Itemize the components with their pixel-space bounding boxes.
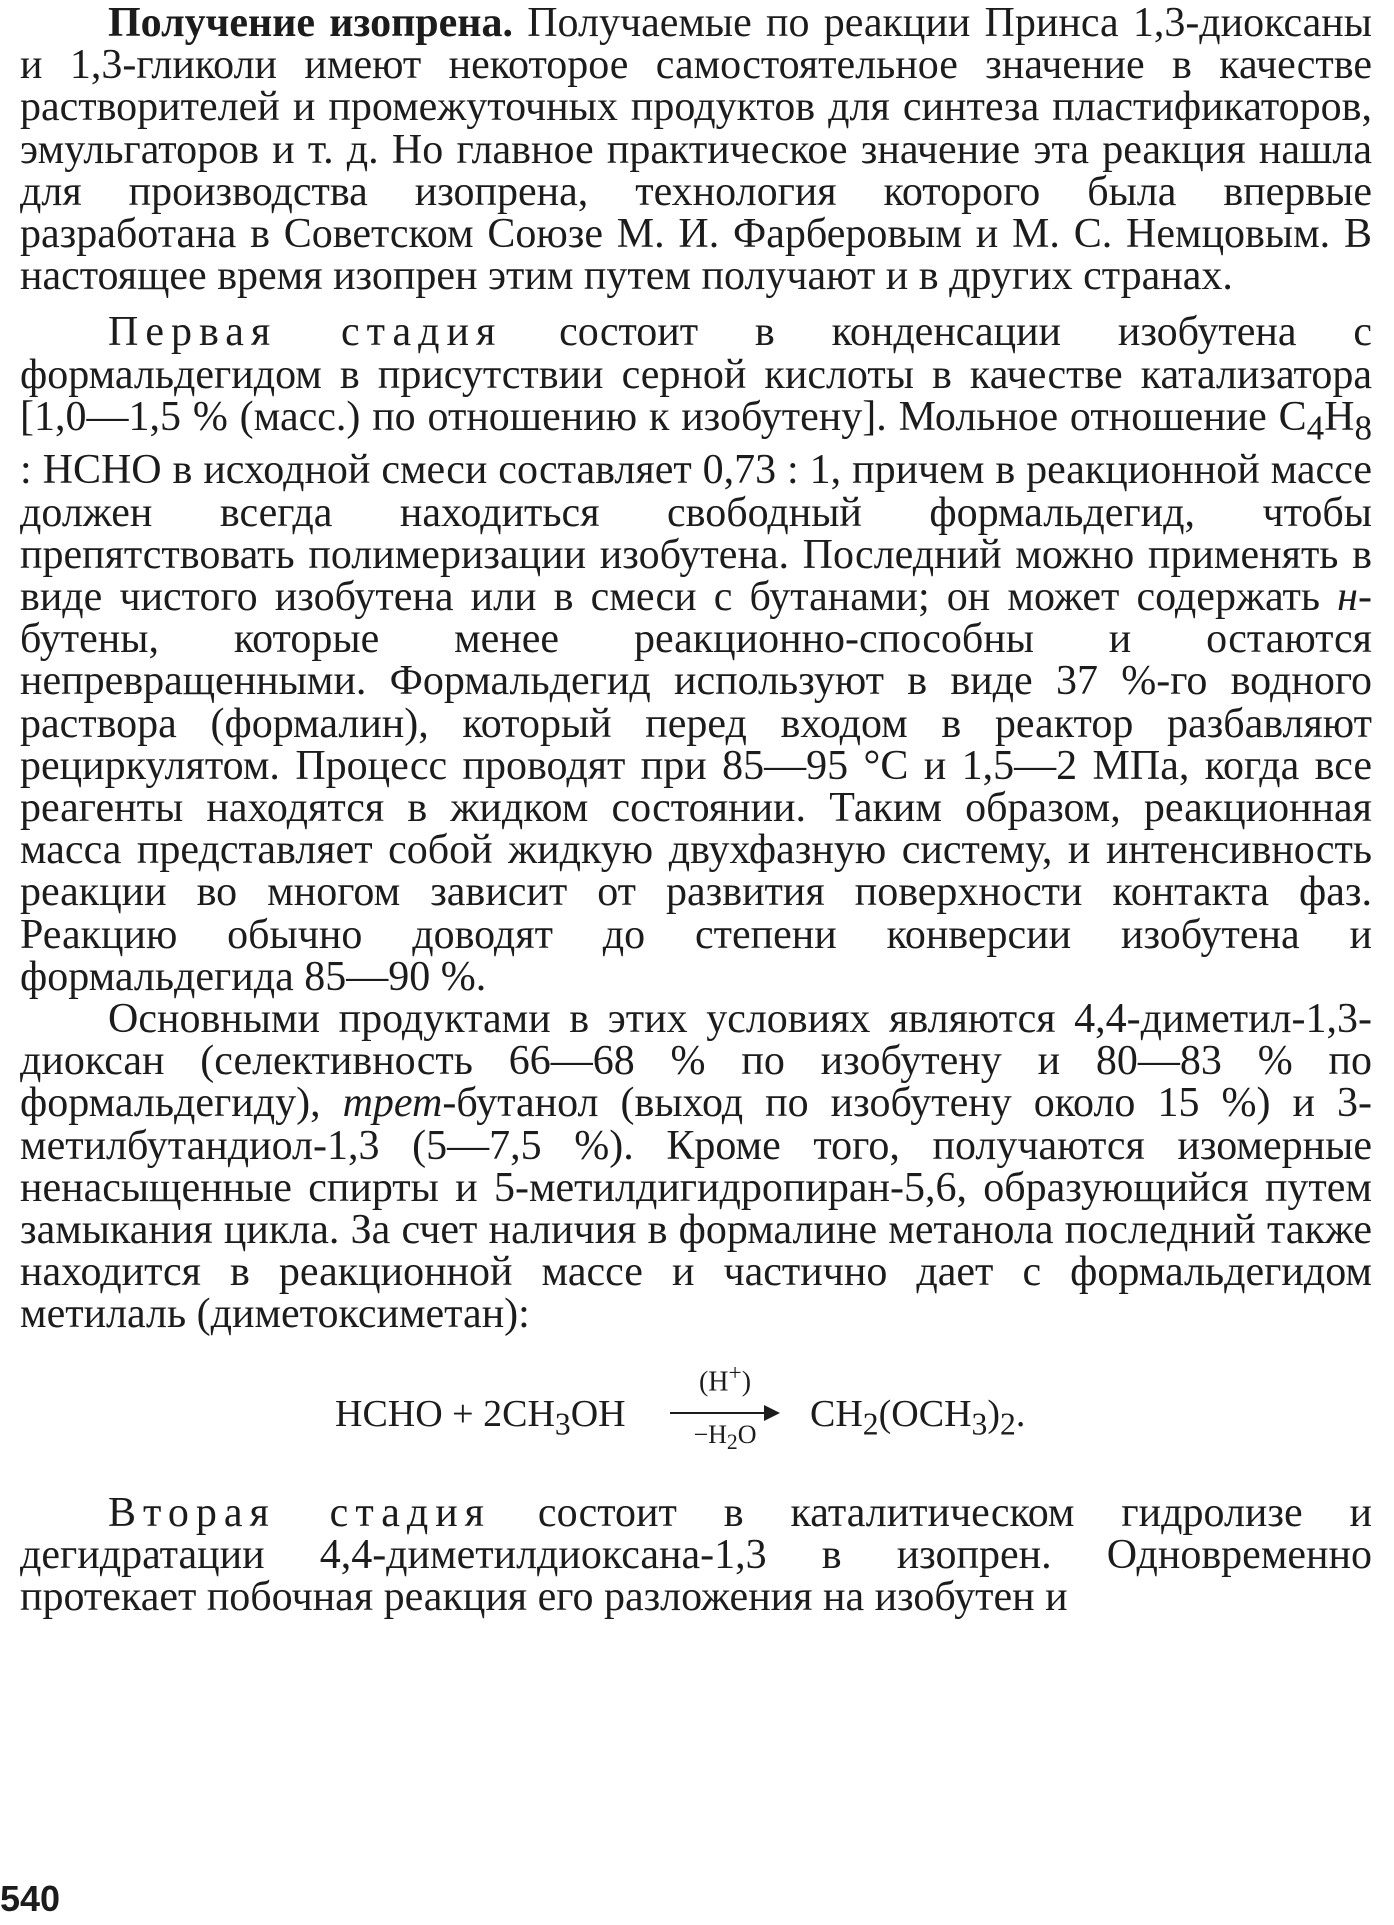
subscript: 8 xyxy=(1354,408,1372,448)
superscript: + xyxy=(728,1359,742,1386)
paragraph-second-stage xyxy=(20,1489,1372,1621)
equation-term: (H xyxy=(698,1366,729,1398)
chemical-equation xyxy=(20,1342,1372,1492)
paragraph-text: Основными продуктами в этих условиях являются 4,4-диметил-1,3-диоксан (селективность 66—68 % по изобутену и 80—83 % по формальдегиду), xyxy=(20,996,1372,1127)
equation-term: O xyxy=(737,1419,757,1449)
equation-term: ) xyxy=(987,1392,1000,1435)
equation-reactants xyxy=(335,1392,626,1443)
subscript: 3 xyxy=(554,1406,571,1442)
paragraph-isoprene-production xyxy=(20,0,1373,300)
italic-prefix: н xyxy=(1337,574,1358,621)
subscript: 4 xyxy=(1306,408,1325,448)
paragraph-main-products xyxy=(20,998,1372,1336)
equation-term: (OCH xyxy=(878,1392,972,1435)
paragraph-text: -бутены, которые менее реакционно-способны и остаются непревращенными. Формальдегид используют в виде 37 %-го водного раствора (формалин), который перед входом в реактор разбавляют рециркулятом. Процесс проводят при 85—95 °C и 1,5—2 МПа, когда все реагенты находятся в жидком состоянии. Таким образом, реакционная масса представляет собой жидкую двухфазную систему, и интенсивность реакции во многом зависит от развития поверхности контакта фаз. Реакцию обычно доводят до степени конверсии изобутена и формальдегида 85—90 %. xyxy=(20,574,1372,1000)
equation-term: CH xyxy=(810,1392,863,1435)
paragraph-text: Получаемые по реакции Принса 1,3-диоксаны и 1,3-гликоли имеют некоторое самостоятельное значение в качестве растворителей и промежуточных продуктов для синтеза пластификаторов, эмульгаторов и т. д. Но главное практическое значение эта реакция нашла для производства изопрена, технология которого была впервые разработана в Советском Союзе М. И. Фарберовым и М. С. Немцовым. В настоящее время изопрен этим путем получают и в других странах. xyxy=(20,0,1373,300)
subscript: 2 xyxy=(1000,1406,1016,1442)
equation-term: OH xyxy=(570,1392,626,1435)
subscript: 3 xyxy=(971,1406,988,1442)
paragraph-text: -бутанол (выход по изобутену около 15 %) и 3-метилбутандиол-1,3 (5—7,5 %). Кроме того, получаются изомерные ненасыщенные спирты и 5-метилдигидропиран-5,6, образующийся путем замыкания цикла. За счет наличия в формалине метанола последний также находится в реакционной массе и частично дает с формальдегидом метилаль (диметоксиметан): xyxy=(20,1080,1372,1338)
paragraph-text: : HCHO в исходной смеси составляет 0,73 : 1, причем в реакционной массе должен всегда находиться свободный формальдегид, чтобы препятствовать полимеризации изобутена. Последний можно применять в виде чистого изобутена или в смеси с бутанами; он может содержать xyxy=(20,447,1372,621)
paragraph-first-stage xyxy=(20,311,1372,998)
italic-prefix: трет xyxy=(342,1080,443,1127)
arrow-head-icon xyxy=(764,1405,780,1421)
equation-term: −H xyxy=(693,1419,727,1449)
spaced-lead-second-stage: Вторая стадия xyxy=(108,1489,492,1536)
equation-term: . xyxy=(1015,1392,1026,1435)
arrow-shaft xyxy=(670,1412,770,1414)
book-page xyxy=(20,0,1372,1925)
section-heading: Получение изопрена. xyxy=(108,0,513,46)
page-number: 540 xyxy=(0,1878,61,1919)
byproduct-label xyxy=(670,1420,780,1455)
equation-products xyxy=(810,1392,1025,1443)
subscript: 2 xyxy=(862,1406,879,1442)
catalyst-label xyxy=(670,1360,780,1398)
spaced-lead-first-stage: Первая стадия xyxy=(108,309,503,356)
subscript: 2 xyxy=(726,1429,738,1454)
equation-term: HCHO + 2CH xyxy=(335,1392,555,1435)
paragraph-text: состоит в каталитическом гидролизе и дегидратации 4,4-диметилдиоксана-1,3 в изопрен. Одновременно протекает побочная реакция его разложения на изобутен и xyxy=(20,1489,1372,1621)
paragraph-text: состоит в конденсации изобутена с формальдегидом в присутствии серной кислоты в качестве катализатора [1,0—1,5 % (масс.) по отношению к изобутену]. Мольное отношение C xyxy=(20,309,1372,440)
equation-term: ) xyxy=(741,1366,752,1398)
paragraph-text: H xyxy=(1324,393,1355,440)
reaction-arrow xyxy=(670,1360,780,1470)
